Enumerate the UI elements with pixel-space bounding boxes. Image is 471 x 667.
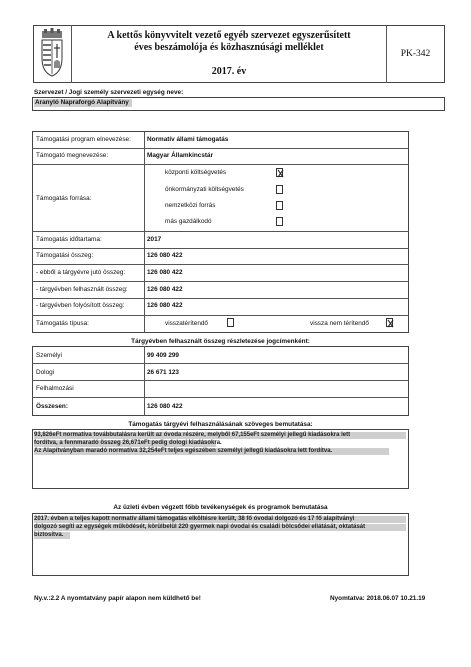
breakdown-capital-label: Felhalmozási <box>36 385 74 392</box>
organization-label: Szervezet / Jogi személy szervezeti egység neve: <box>34 89 184 96</box>
breakdown-title: Tárgyévben felhasznált összeg részletezése jogcímenként: <box>131 338 310 345</box>
source-option-central-label: központi költségvetés <box>165 169 227 176</box>
program-row-divider-1 <box>32 148 409 149</box>
hungarian-coat-of-arms-icon <box>38 28 66 78</box>
program-row-divider-4 <box>32 248 409 249</box>
program-row-divider-3 <box>32 231 409 232</box>
form-title-line1: A kettős könyvvitelt vezető egyéb szervezet egyszerűsített <box>107 30 351 41</box>
program-row-divider-7 <box>32 298 409 299</box>
support-type-nonrefundable-checkbox[interactable] <box>386 318 393 327</box>
current-year-amount-label: - ebből a tárgyévre jutó összeg: <box>36 269 126 276</box>
support-amount-label: Támogatási összeg: <box>36 252 94 259</box>
usage-line: Az Alapítványban maradó normatíva 32,254eFt teljes egészében személyi jellegű kiadásokra lett fordítva. <box>34 448 333 454</box>
support-amount-value: 126 080 422 <box>147 252 183 259</box>
source-option-business-label: más gazdálkodó <box>165 218 212 225</box>
source-option-local-label: önkormányzati költségvetés <box>165 186 244 193</box>
current-year-amount-value: 126 080 422 <box>147 269 183 276</box>
used-amount-label: - tárgyévben felhasznált összeg: <box>36 286 128 293</box>
form-title-line2: éves beszámolója és közhasznúsági melléklet <box>134 42 324 53</box>
breakdown-total-label: Összesen: <box>36 403 68 410</box>
source-option-international-checkbox[interactable] <box>276 201 283 210</box>
form-year: 2017. év <box>211 66 247 77</box>
breakdown-material-label: Dologi <box>36 369 55 376</box>
breakdown-personnel-label: Személyi <box>36 352 62 359</box>
program-row-divider-2 <box>32 164 409 165</box>
program-name-label: Támogatási program elnevezése: <box>36 136 131 143</box>
source-label: Támogatás forrása: <box>36 195 92 202</box>
breakdown-row-divider-1 <box>32 363 409 364</box>
activities-line: 2017. évben a teljes kapott normatív állami támogatás elköltésre került, 38 fő óvodai dolgozó és 17 fő alapítványi <box>34 516 355 522</box>
supporter-label: Támogató megnevezése: <box>36 152 109 159</box>
program-row-divider-5 <box>32 264 409 265</box>
duration-value: 2017 <box>147 236 162 243</box>
footer-note: Ny.v.:2.2 A nyomtatvány papír alapon nem küldhető be! <box>34 595 201 602</box>
breakdown-table <box>32 346 409 416</box>
activities-title: Az üzleti évben végzett főbb tevékenységek és programok bemutatása <box>113 504 328 511</box>
duration-label: Támogatás időtartama: <box>36 236 102 243</box>
source-option-international-label: nemzetközi forrás <box>165 202 216 209</box>
breakdown-material-value: 26 671 123 <box>147 369 179 376</box>
disbursed-amount-value: 126 080 422 <box>147 302 183 309</box>
program-row-divider-6 <box>32 281 409 282</box>
support-type-refundable-checkbox[interactable] <box>227 318 234 327</box>
activities-line: biztosítva. <box>34 532 64 538</box>
source-option-business-checkbox[interactable] <box>276 217 283 226</box>
breakdown-row-divider-2 <box>32 380 409 381</box>
source-option-local-checkbox[interactable] <box>276 185 283 194</box>
usage-title: Támogatás tárgyévi felhasználásának szöveges bemutatása: <box>128 421 313 428</box>
breakdown-personnel-value: 99 409 299 <box>147 352 179 359</box>
support-type-label: Támogatás típusa: <box>36 320 89 327</box>
used-amount-value: 126 080 422 <box>147 286 183 293</box>
program-table-col-divider <box>144 131 145 333</box>
program-name-value: Normatív állami támogatás <box>147 136 229 143</box>
breakdown-row-divider-3 <box>32 397 409 398</box>
source-option-central-checkbox[interactable] <box>276 168 283 177</box>
usage-line: fordítva, a fennmaradó összeg 26,671eFt pedig dologi kiadásokra. <box>34 440 222 446</box>
support-type-nonrefundable-label: vissza nem térítendő <box>310 320 369 327</box>
support-type-refundable-label: visszatérítendő <box>165 320 208 327</box>
organization-name: Aranyló Napraforgó Alapítvány <box>35 99 129 106</box>
print-timestamp: Nyomtatva: 2018.06.07 10.21.19 <box>330 595 426 602</box>
breakdown-col-divider <box>144 346 145 416</box>
disbursed-amount-label: - tárgyévben folyósított összeg: <box>36 302 125 309</box>
form-code: PK-342 <box>400 49 431 59</box>
supporter-value: Magyar Államkincstár <box>147 152 214 159</box>
usage-line: 93,826eFt normatíva továbbutalásra került az óvoda részére, melyből 67,155eFt személyi jellegű kiadásokra lett <box>34 432 351 438</box>
activities-line: dolgozó segíti az egységek működését, körülbelül 220 gyermek napi óvodai és családi bölcsődei ellátását, oktatását <box>34 524 366 530</box>
program-row-divider-8 <box>32 315 409 316</box>
breakdown-total-value: 126 080 422 <box>147 403 183 410</box>
